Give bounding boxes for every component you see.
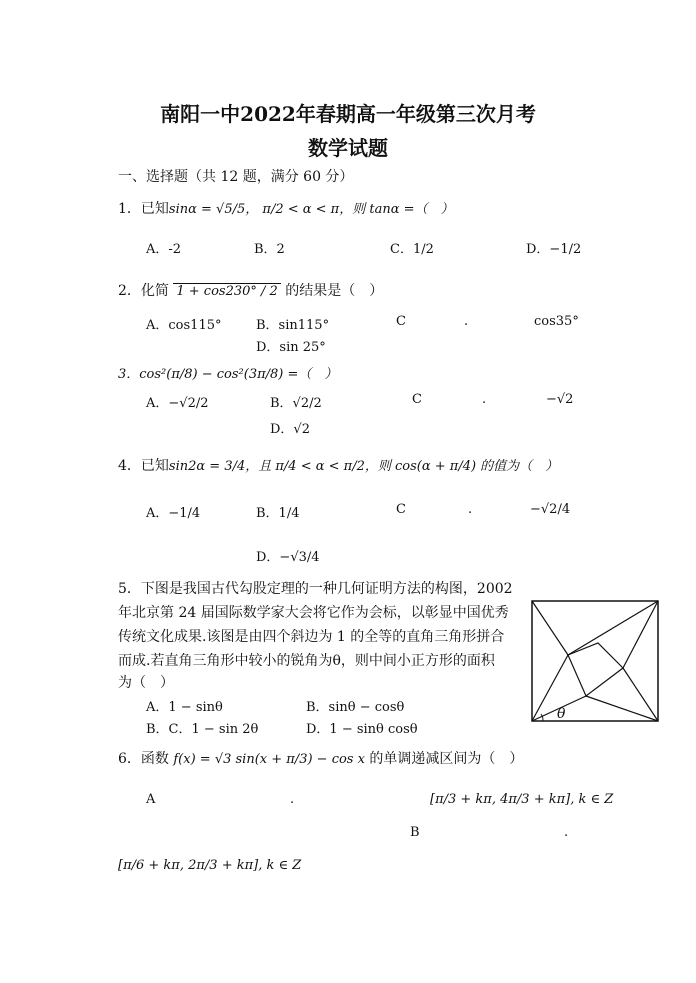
q1-option-b[interactable]: B．2: [254, 242, 285, 257]
q6-option-b[interactable]: B: [410, 825, 420, 840]
figure-leg-4: [623, 668, 658, 721]
q3-option-c-value: −√2: [546, 392, 574, 407]
q1-prefix: 1．已知: [118, 201, 169, 217]
question-1: [118, 198, 454, 218]
q4-option-c-dot: .: [468, 502, 473, 517]
q2-option-a[interactable]: A．cos115°: [146, 318, 222, 333]
q2-radical: 1 + cos230° / 2: [173, 283, 280, 299]
q5-option-c[interactable]: B．C．1 − sin 2θ: [146, 722, 259, 737]
q4-prefix: 4．已知: [118, 458, 169, 474]
q4-option-b[interactable]: B．1/4: [256, 506, 300, 521]
q1-option-d[interactable]: D．−1/2: [526, 242, 582, 257]
q2-option-b[interactable]: B．sin115°: [256, 318, 330, 333]
q3-formula: 3．cos²(π/8) − cos²(3π/8) =（ ）: [118, 367, 338, 382]
q2-option-c[interactable]: C: [396, 314, 406, 329]
q3-option-c-dot: .: [482, 392, 487, 407]
question-2: [118, 280, 383, 300]
pythagoras-figure: [531, 600, 659, 722]
figure-theta-label: θ: [557, 706, 566, 722]
figure-leg-5: [586, 696, 658, 721]
question-6: [118, 748, 523, 768]
q5-line-5: 为（ ）: [118, 675, 174, 691]
q6-suffix: 的单调递减区间为（ ）: [369, 751, 524, 767]
figure-outer-square: [532, 601, 658, 721]
q5-line-3: 传统文化成果.该图是由四个斜边为 1 的全等的直角三角形拼合: [118, 629, 505, 645]
q4-formula: sin2α = 3/4，且 π/4 < α < π/2，则 cos(α + π/4) 的值为（ ）: [168, 459, 559, 474]
q5-line-4: 而成.若直角三角形中较小的锐角为θ，则中间小正方形的面积: [118, 653, 495, 669]
figure-leg-1: [532, 601, 568, 655]
q6-option-b-value: [π/6 + kπ, 2π/3 + kπ], k ∈ Z: [118, 858, 302, 873]
q2-option-c-dot: .: [464, 314, 469, 329]
q5-line-2: 年北京第 24 届国际数学家大会将它作为会标，以彰显中国优秀: [118, 605, 509, 621]
q1-formula: sinα = √5/5， π/2 < α < π，则 tanα =（ ）: [168, 202, 454, 217]
q3-option-d[interactable]: D．√2: [270, 422, 310, 437]
q2-option-d[interactable]: D．sin 25°: [256, 340, 326, 355]
page-subtitle: 数学试题: [308, 136, 388, 160]
q5-option-a[interactable]: A．1 − sinθ: [146, 700, 223, 715]
q1-option-a[interactable]: A．-2: [146, 242, 182, 257]
q6-function: f(x) = √3 sin(x + π/3) − cos x: [173, 752, 365, 767]
q3-option-b[interactable]: B．√2/2: [270, 396, 322, 411]
q5-line-1: 5．下图是我国古代勾股定理的一种几何证明方法的构图，2002: [118, 581, 513, 597]
q4-option-d[interactable]: D．−√3/4: [256, 550, 320, 565]
q2-prefix: 2．化简: [118, 283, 169, 299]
question-4: [118, 455, 558, 475]
q3-option-a[interactable]: A．−√2/2: [146, 396, 209, 411]
q5-option-d[interactable]: D．1 − sinθ cosθ: [306, 722, 418, 737]
section-heading: 一、选择题（共 12 题，满分 60 分）: [118, 169, 354, 185]
q1-option-c[interactable]: C．1/2: [390, 242, 434, 257]
q6-option-a-dot: .: [290, 792, 295, 807]
q3-option-c[interactable]: C: [412, 392, 422, 407]
q6-option-b-dot: .: [564, 825, 569, 840]
q4-option-c-value: −√2/4: [530, 502, 571, 517]
q6-option-a-value: [π/3 + kπ, 4π/3 + kπ], k ∈ Z: [430, 792, 614, 807]
figure-angle-arc: [541, 714, 543, 721]
q2-option-c-value: cos35°: [534, 314, 579, 329]
q5-option-b[interactable]: B．sinθ − cosθ: [306, 700, 405, 715]
q6-option-a[interactable]: A: [146, 792, 156, 807]
q6-prefix: 6．函数: [118, 751, 169, 767]
q4-option-c[interactable]: C: [396, 502, 406, 517]
figure-inner-square: [568, 643, 623, 696]
q4-option-a[interactable]: A．−1/4: [146, 506, 201, 521]
page-title: 南阳一中2022年春期高一年级第三次月考: [160, 102, 536, 126]
question-3: [118, 363, 337, 382]
q2-suffix: 的结果是（ ）: [285, 283, 384, 299]
